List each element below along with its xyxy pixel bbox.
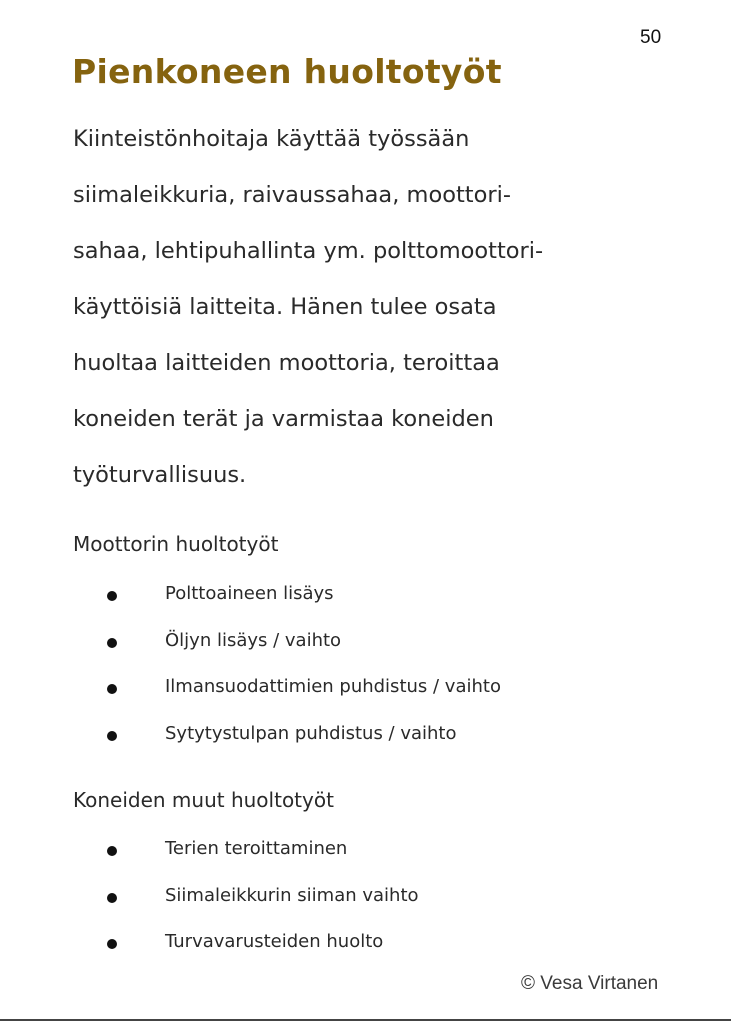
intro-line: käyttöisiä laitteita. Hänen tulee osata — [73, 294, 497, 320]
bullet-icon — [107, 939, 117, 949]
intro-line: siimaleikkuria, raivaussahaa, moottori- — [73, 182, 512, 208]
intro-paragraph — [73, 116, 693, 508]
intro-line: Kiinteistönhoitaja käyttää työssään — [73, 126, 470, 152]
section-heading-engine: Moottorin huoltotyöt — [73, 532, 279, 556]
list-item-label: Sytytystulpan puhdistus / vaihto — [165, 722, 457, 744]
bottom-rule — [0, 1019, 731, 1021]
intro-line: huoltaa laitteiden moottoria, teroittaa — [73, 350, 500, 376]
bullet-icon — [107, 893, 117, 903]
copyright-notice: © Vesa Virtanen — [521, 973, 659, 994]
intro-line: koneiden terät ja varmistaa koneiden — [73, 406, 494, 432]
list-item-label: Turvavarusteiden huolto — [165, 931, 384, 952]
section-heading-other: Koneiden muut huoltotyöt — [73, 788, 334, 812]
list-item-label: Ilmansuodattimien puhdistus / vaihto — [165, 676, 501, 697]
page-title: Pienkoneen huoltotyöt — [72, 52, 502, 91]
intro-line: sahaa, lehtipuhallinta ym. polttomoottori- — [73, 238, 544, 264]
bullet-icon — [107, 684, 117, 694]
list-item-label: Polttoaineen lisäys — [165, 583, 334, 604]
list-item-label: Siimaleikkurin siiman vaihto — [165, 884, 419, 906]
bullet-icon — [107, 591, 117, 601]
list-item-label: Terien teroittaminen — [165, 838, 348, 859]
bullet-icon — [107, 638, 117, 648]
list-item-label: Öljyn lisäys / vaihto — [165, 629, 342, 651]
bullet-icon — [107, 846, 117, 856]
page-number: 50 — [640, 27, 662, 48]
intro-line: työturvallisuus. — [73, 462, 247, 488]
bullet-icon — [107, 731, 117, 741]
